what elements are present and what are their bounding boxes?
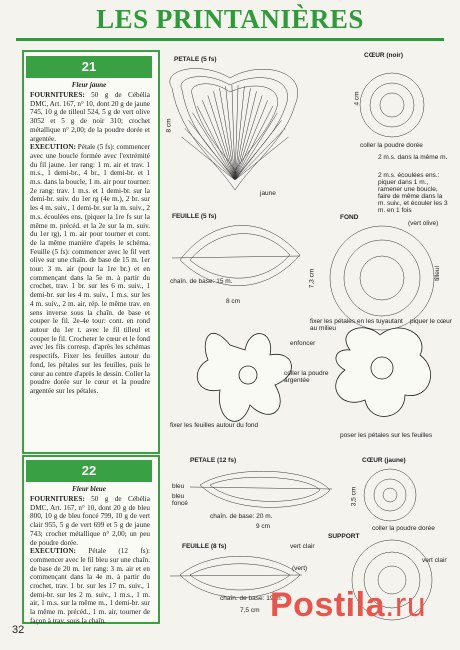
dim-4cm: 4 cm: [353, 91, 361, 106]
pattern21-subtitle: Fleur jaune: [71, 81, 107, 89]
petal-stitch-line: [235, 137, 289, 180]
dim-8cm-leaf: 8 cm: [226, 298, 241, 305]
pattern22-fournitures-head: FOURNITURES:: [30, 495, 85, 503]
pattern21-fournitures: 50 g de Cébélia DMC, Art. 167, n° 10, dont 20 g de jaune 745, 10 g de tilleul 524, 5 g de vert olive 3052 et 5 g de noir 310; crochet métallique n° 2,00; de la poudre dorée et argentée.: [30, 91, 150, 143]
petal-stitch-line: [193, 113, 235, 180]
petal-stitch-line: [182, 137, 236, 180]
vert-olive-label: (vert olive): [408, 220, 439, 227]
chain-base-19: chaîn. de base: 19 m.: [220, 595, 283, 602]
chain-base-15: chaîn. de base: 15 m.: [170, 278, 233, 285]
fond-label: FOND: [340, 214, 359, 221]
dim-73cm: 7,3 cm: [308, 268, 316, 289]
title-rule: [16, 38, 444, 41]
support-label: SUPPORT: [328, 533, 360, 540]
fixer-feuilles-label: fixer les feuilles autour du fond: [170, 422, 259, 429]
flower-assembly-1: [197, 333, 291, 421]
jaune-label: jaune: [260, 190, 276, 197]
tilleul-label: tilleul: [433, 266, 441, 281]
pattern21-fournitures-head: FOURNITURES:: [30, 91, 85, 99]
page-header: [0, 0, 460, 40]
fixer-petales-label: fixer les pétales en les tuyautant au milieu: [310, 318, 403, 332]
page-title: LES PRINTANIÈRES: [96, 4, 364, 34]
dim-9cm: 9 cm: [256, 523, 271, 530]
pattern22-number: 22: [26, 460, 152, 482]
pattern22-execution: Pétale (12 fs): commencer avec le fil bleu sur une chaîn. de base de 20 m. 1er rang: 3 m. air et en commençant dans la 4e m. à partir du crochet, trav. 1 br. sur les 17 m. suiv., 1 demi-br. sur les 2 m. suiv., 1 m.s., 1 m. air, 1 m.s. sur la même m., 1 demi-br. sur la même m. précéd., 1 m. air, tourner de façon à trav. sous la chaîn.: [30, 547, 150, 625]
coeur22-chart: [364, 469, 416, 521]
page-number: 32: [12, 624, 25, 636]
petal-stitch-line: [235, 120, 282, 180]
coeur-label: CŒUR (noir): [364, 52, 403, 59]
pattern21-body: [30, 91, 150, 449]
pattern21-diagram-svg: [160, 50, 450, 450]
petal22-label: PETALE (12 fs): [190, 457, 237, 464]
watermark-brand: Postila: [270, 586, 385, 624]
fond-chart: [330, 226, 434, 330]
piquer-coeur-label: piquer le cœur: [410, 318, 452, 325]
flower-assembly-2: [336, 328, 431, 417]
pattern21-diagram: [160, 50, 450, 450]
pattern21-execution-head: EXECUTION:: [30, 143, 76, 152]
poser-petales-label: poser les pétales sur les feuilles: [340, 432, 433, 439]
watermark-logo: [270, 586, 426, 625]
watermark-suffix: .ru: [384, 586, 427, 624]
petal22-chart: [190, 471, 332, 507]
vert-label: (vert): [292, 565, 308, 572]
coller-doree-label: coller la poudre dorée: [360, 142, 423, 149]
petal-stitch-line: [188, 120, 235, 180]
coller-doree22-label: coller la poudre dorée: [372, 525, 435, 532]
leaf-chart: [172, 225, 300, 285]
petal-stitch-line: [235, 106, 273, 180]
pattern22-body: [30, 495, 150, 625]
dim-8cm-petal: 8 cm: [165, 118, 173, 133]
petal-label: PETALE (5 fs): [174, 56, 217, 63]
dim-35cm: 3,5 cm: [350, 486, 358, 507]
pattern22-fournitures: 50 g de Cébélia DMC, Art. 167, n° 10, dont 20 g de bleu 800, 10 g de bleu foncé 799, 10 g de vert clair 955, 5 g de vert 699 et 5 g de jaune 743; crochet métallique n° 2,00; un peu de poudre dorée.: [30, 495, 150, 547]
bleu-label: bleu: [172, 483, 185, 490]
pattern21-execution: Pétale (5 fs): commencer avec une boucle formée avec l'extrémité du fil jaune. 1er rang: 1 m. air et trav. 1 m.s., 1 demi-br., 4 br., 1 demi-br. et 1 m.s. dans la boucle, 1 m. air pour tourner. 2e rang: trav. 1 m.s. et 1 demi-br. sur la demi-br. suiv. du 1er rg (4e m.), 2 br. sur les 4 m. suiv., 1 demi-br. sur la m. suiv., 2 m.s. écoulées ens. (piquer la 1re fs sur la même m. précéd. et la 2e sur la m. suiv. du 1er rg), 1 m. air pour tourner et cont. de la même manière d'après le schéma. Feuille (5 fs): commencer avec le fil vert olive sur une chaîn. de base de 15 m. 1er tour: 3 m. air (pour la 1re br.) et en commençant dans la 5e m. à partir du crochet, trav. 1 br. sur les 6 m. suiv., 1 demi-br. sur les 4 m. suiv., 1 m.s. sur les 4 m. suiv., 2 m. air, rép. le même trav. en sens inverse sous la chaîn. de base et couper le fil. 2e-4e tour: cont. en rond autour du 1er t. avec le fil tilleul et couper le fil. Crocheter le cœur et le fond avec les fils corresp. d'après les schémas respectifs. Fixer les feuilles autour du fond, les pétales sur les feuilles, puis le cœur au centre d'après le dessin. Coller la poudre dorée sur le cœur et la poudre argentée sur les pétales.: [30, 143, 151, 395]
pattern22-subtitle: Fleur bleue: [72, 485, 106, 493]
feuille-label: FEUILLE (5 fs): [172, 213, 217, 220]
dim-75cm: 7,5 cm: [240, 607, 260, 614]
note-ecoulees: 2 m.s. écoulées ens.: piquer dans 1 m., ramener une boucle, faire de même dans la m. suiv., et écouler les 3 m. en 1 fois: [378, 172, 448, 214]
coeur22-label: CŒUR (jaune): [362, 457, 406, 464]
bleu-fonce-label: bleu foncé: [172, 493, 188, 507]
chain-base-20: chaîn. de base: 20 m.: [210, 513, 273, 520]
enfoncer-label: enfoncer: [290, 340, 316, 347]
vert-clair-support-label: vert clair: [422, 557, 447, 564]
vert-clair-label: vert clair: [290, 543, 315, 550]
coller-argentee-label: coller la poudre argentée: [284, 370, 329, 384]
coeur-chart: [360, 73, 424, 137]
feuille22-label: FEUILLE (8 fs): [182, 543, 227, 550]
note-2ms: 2 m.s. dans la même m.: [378, 154, 448, 161]
petal-chart: [170, 69, 298, 190]
petal-stitch-line: [197, 106, 235, 180]
pattern22-execution-head: EXECUTION:: [30, 547, 76, 556]
pattern21-number: 21: [26, 56, 152, 78]
